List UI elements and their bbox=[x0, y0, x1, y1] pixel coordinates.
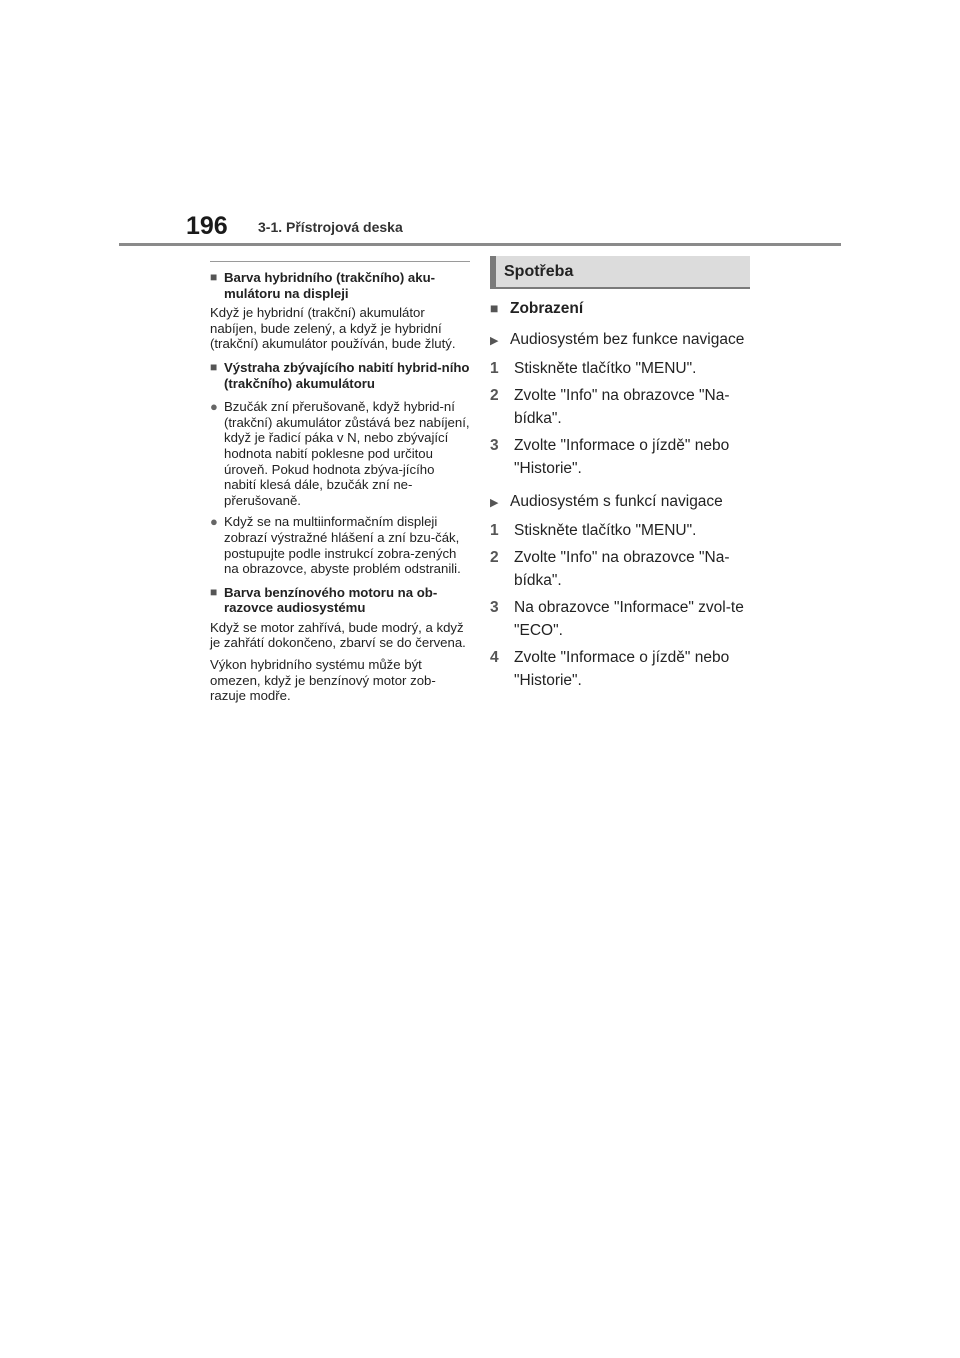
step-number: 4 bbox=[490, 649, 499, 666]
group-label: ▶ Audiosystém bez funkce navigace bbox=[490, 328, 750, 353]
section-heading bbox=[210, 270, 470, 301]
step-item: 2 Zvolte "Info" na obrazovce "Na-bídka". bbox=[490, 546, 750, 592]
section-heading bbox=[210, 360, 470, 391]
triangle-right-icon: ▶ bbox=[490, 335, 499, 347]
paragraph: Výkon hybridního systému může být omezen, když je benzínový motor zob-razuje modře. bbox=[210, 657, 436, 704]
step-item: 1 Stiskněte tlačítko "MENU". bbox=[490, 519, 750, 542]
section-header-bar: Spotřeba bbox=[490, 256, 750, 289]
list-item: ● Bzučák zní přerušovaně, když hybrid-ní (trakční) akumulátor zůstává bez nabíjení, když je řadicí páka v N, nebo zbývající hodnota nabití poklesne pod určitou úroveň. Pokud hodnota zbýva-jícího nabití klesá dále, bzučák zní ne-přerušovaně. bbox=[210, 399, 470, 508]
square-bullet-icon: ■ bbox=[210, 359, 218, 374]
triangle-right-icon: ▶ bbox=[490, 497, 499, 509]
subsection-heading bbox=[490, 297, 750, 320]
paragraph: Když se motor zahřívá, bude modrý, a když je zahřátí dokončeno, zbarví se do červena. bbox=[210, 619, 466, 651]
section-title: Barva hybridního (trakčního) aku-mulátoru na displeji bbox=[224, 270, 436, 301]
chapter-title: 3-1. Přístrojová deska bbox=[258, 219, 403, 235]
subsection-title: Zobrazení bbox=[510, 300, 584, 317]
header-divider bbox=[119, 243, 841, 246]
square-bullet-icon: ■ bbox=[210, 584, 218, 599]
step-item: 2 Zvolte "Info" na obrazovce "Na-bídka". bbox=[490, 384, 750, 430]
step-item: 3 Na obrazovce "Informace" zvol-te "ECO". bbox=[490, 596, 750, 642]
section-title: Výstraha zbývajícího nabití hybrid-ního (trakčního) akumulátoru bbox=[224, 359, 470, 391]
group-label: ▶ Audiosystém s funkcí navigace bbox=[490, 490, 750, 515]
section-heading bbox=[210, 585, 470, 616]
square-bullet-icon: ■ bbox=[210, 270, 218, 284]
step-number: 3 bbox=[490, 599, 499, 616]
column-divider bbox=[210, 261, 470, 262]
step-item: 1 Stiskněte tlačítko "MENU". bbox=[490, 357, 750, 380]
list-item: ● Když se na multiinformačním displeji zobrazí výstražné hlášení a zní bzu-čák, postupujte podle instrukcí zobra-zených na obrazovce, abyste problém odstranili. bbox=[210, 514, 461, 577]
step-number: 2 bbox=[490, 387, 499, 404]
right-column bbox=[490, 256, 750, 692]
circle-bullet-icon: ● bbox=[210, 399, 218, 415]
paragraph: Když je hybridní (trakční) akumulátor nabíjen, bude zelený, a když je hybridní (trakční) akumulátor používán, bude žlutý. bbox=[210, 305, 456, 352]
circle-bullet-icon: ● bbox=[210, 514, 218, 530]
left-column bbox=[210, 261, 470, 704]
page-header bbox=[0, 0, 960, 250]
step-item: 4 Zvolte "Informace o jízdě" nebo "Historie". bbox=[490, 646, 750, 692]
step-number: 3 bbox=[490, 437, 499, 454]
step-number: 1 bbox=[490, 360, 499, 377]
section-title: Barva benzínového motoru na ob-razovce audiosystému bbox=[224, 584, 438, 616]
step-number: 1 bbox=[490, 522, 499, 539]
page-number: 196 bbox=[186, 212, 228, 240]
step-item: 3 Zvolte "Informace o jízdě" nebo "Historie". bbox=[490, 434, 750, 480]
square-bullet-icon: ■ bbox=[490, 300, 499, 316]
step-number: 2 bbox=[490, 549, 499, 566]
